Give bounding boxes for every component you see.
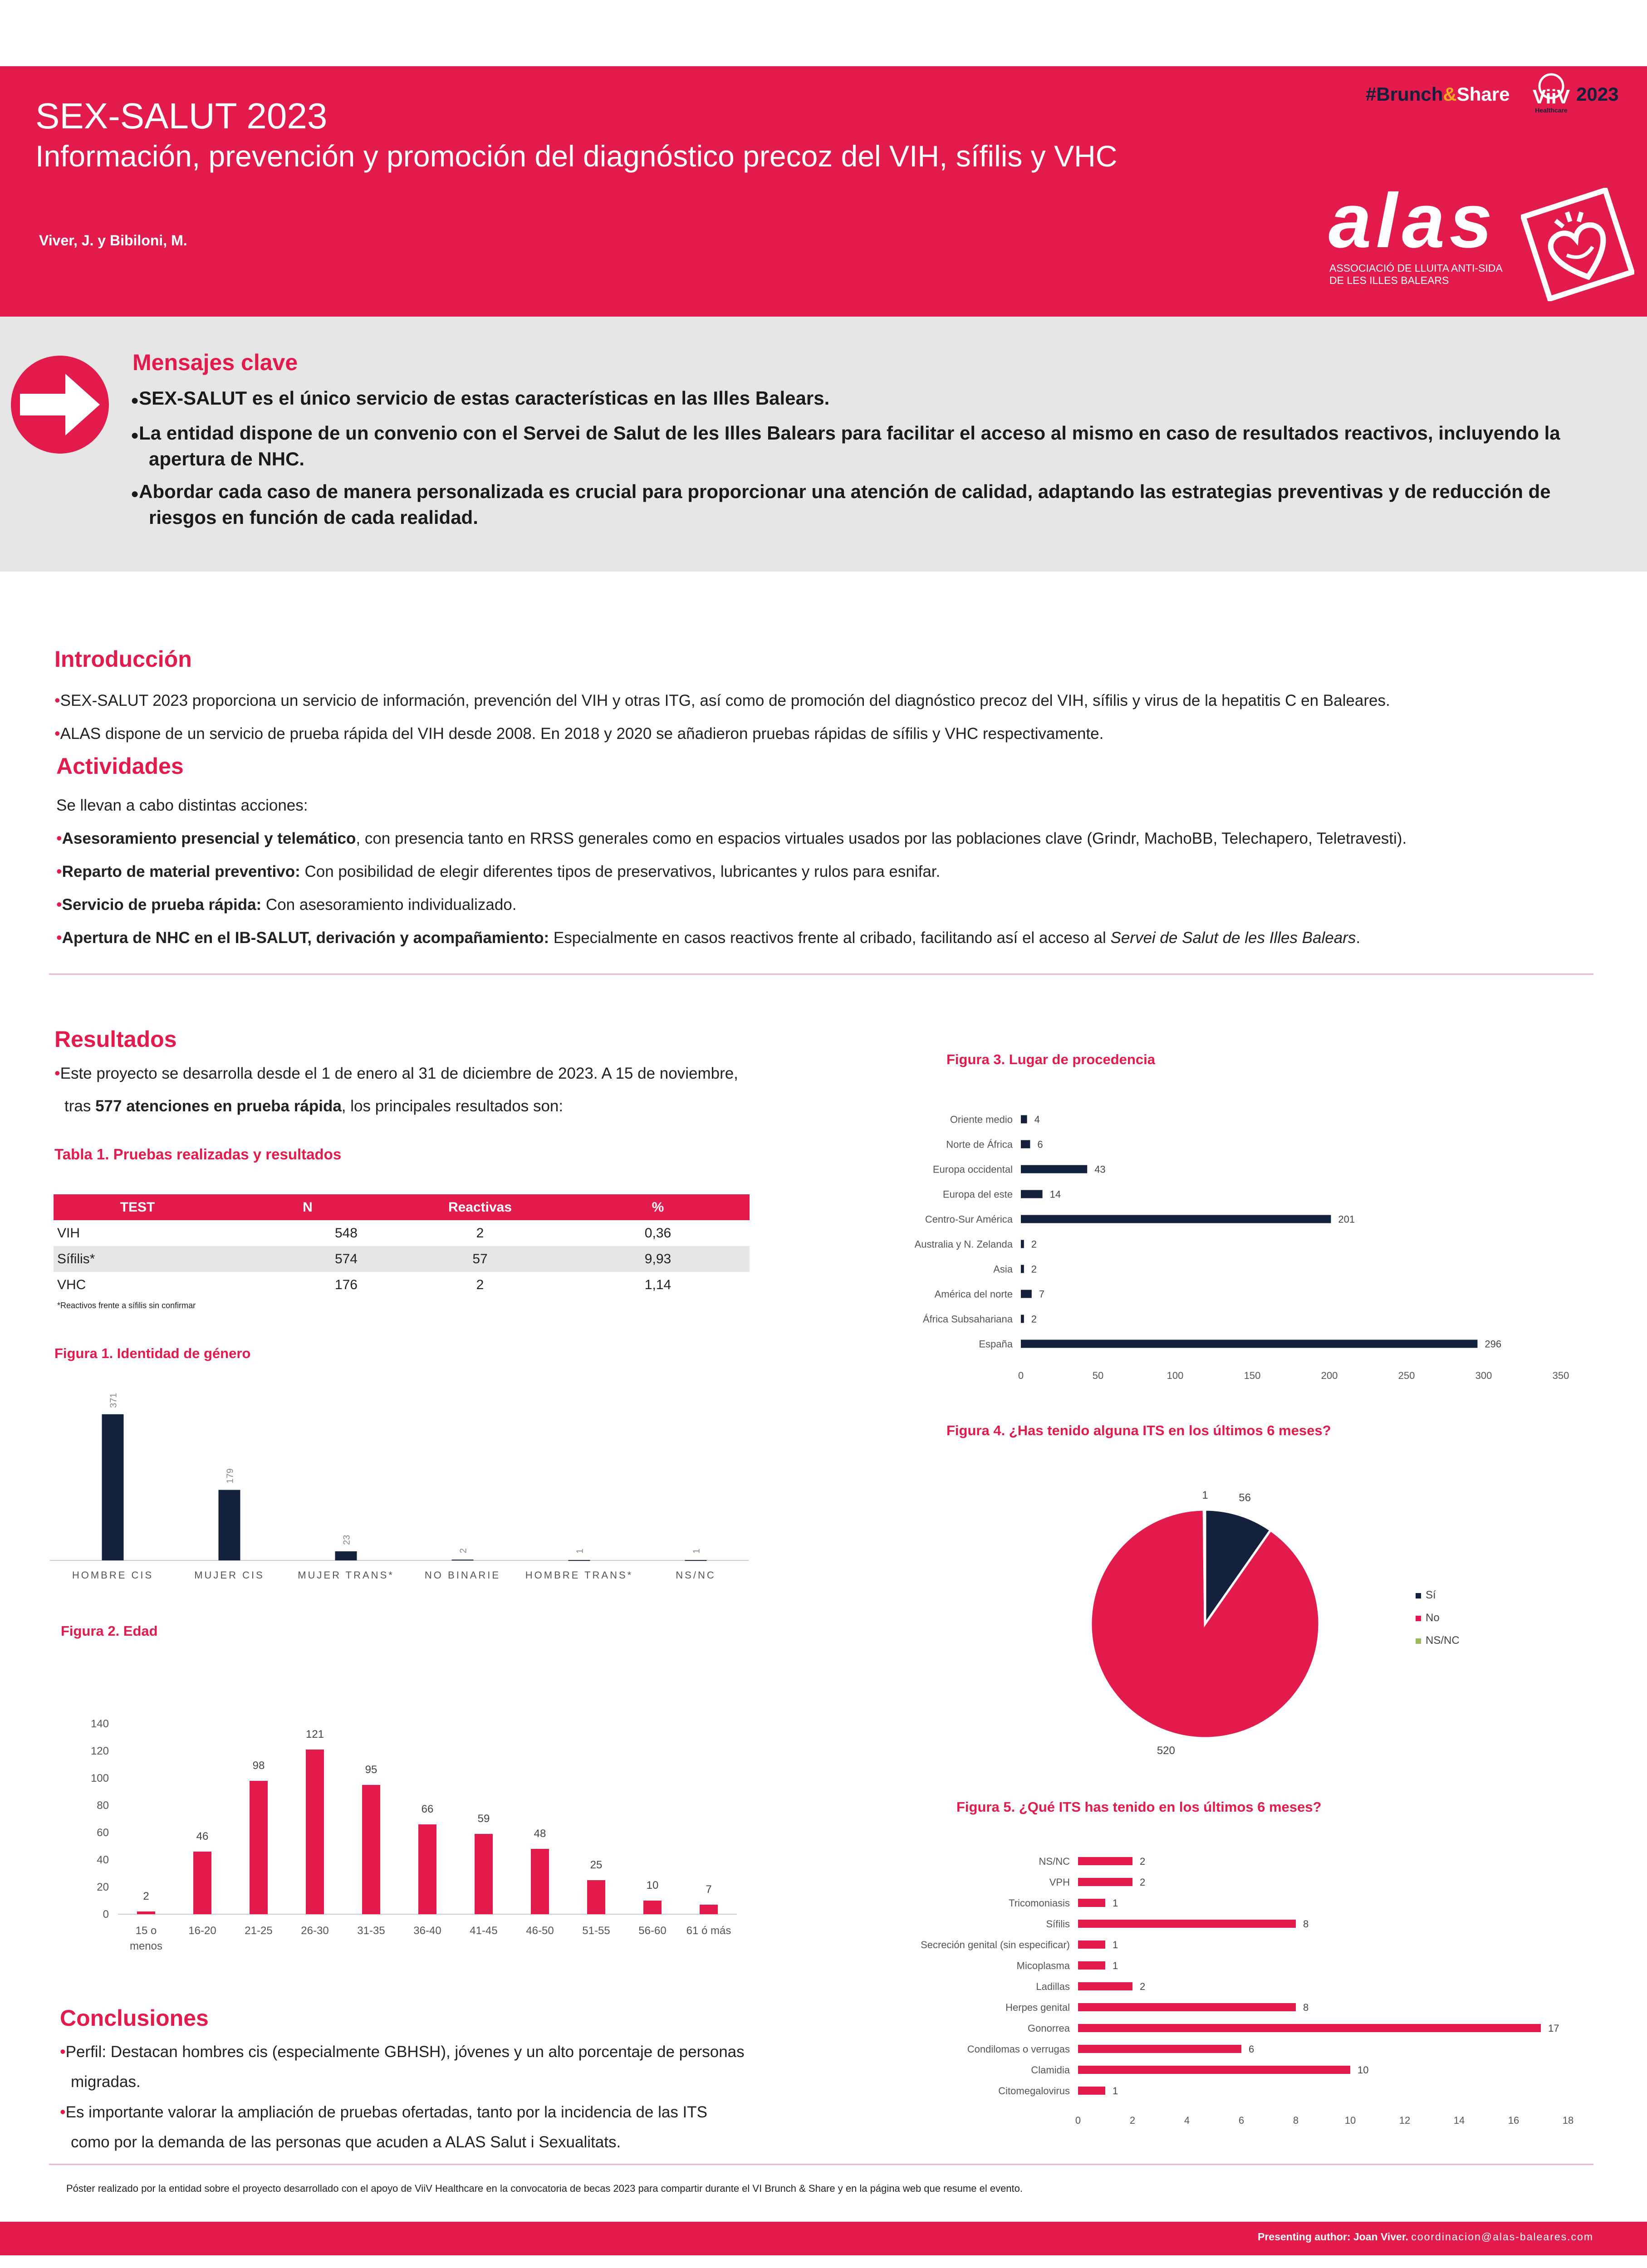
- key-messages-title: Mensajes clave: [132, 350, 298, 375]
- fig3-data-label: 201: [1338, 1213, 1355, 1225]
- fig2-y-tick: 60: [97, 1827, 109, 1839]
- footnote: Póster realizado por la entidad sobre el proyecto desarrollado con el apoyo de ViiV Healthcare en la convocatoria de becas 2023 para compartir durante el VI Brunch & Share y en la página web que resume el evento.: [66, 2183, 1023, 2194]
- results-line2-pre: tras: [64, 1097, 96, 1115]
- activity-end: .: [1356, 929, 1361, 947]
- fig2-y-tick: 20: [97, 1881, 109, 1893]
- fig2-y-tick: 140: [90, 1718, 109, 1730]
- activity-item: [56, 921, 1599, 954]
- fig1-bar: [335, 1551, 357, 1560]
- fig2-category-label: menos: [129, 1940, 163, 1952]
- fig5-x-tick: 4: [1184, 2115, 1190, 2126]
- fig3-x-tick: 0: [1018, 1370, 1024, 1381]
- fig5-category-label: Citomegalovirus: [998, 2085, 1070, 2097]
- activity-text: Especialmente en casos reactivos frente al cribado, facilitando así el acceso al: [549, 929, 1111, 947]
- fig2-chart: [68, 1706, 762, 1960]
- fig2-data-label: 59: [477, 1813, 490, 1825]
- key-messages-panel: [0, 317, 1647, 572]
- fig3-category-label: Centro-Sur América: [925, 1213, 1013, 1225]
- fig5-bar: [1078, 1961, 1105, 1970]
- fig5-data-label: 2: [1140, 1981, 1146, 1992]
- table-cell: VIH: [57, 1225, 80, 1241]
- authors: Viver, J. y Bibiloni, M.: [39, 232, 187, 249]
- poster-subtitle: Información, prevención y promoción del diagnóstico precoz del VIH, sífilis y VHC: [35, 139, 1118, 173]
- poster-footer: [0, 2222, 1647, 2255]
- fig1-bar: [452, 1559, 474, 1560]
- fig2-category-label: 56-60: [638, 1925, 667, 1937]
- viiv-year: 2023: [1576, 83, 1619, 105]
- fig3-chart: [889, 1107, 1588, 1397]
- fig3-x-tick: 200: [1321, 1370, 1338, 1381]
- fig5-category-label: Gonorrea: [1028, 2023, 1070, 2034]
- fig5-x-tick: 16: [1508, 2115, 1520, 2126]
- fig3-data-label: 296: [1485, 1338, 1502, 1350]
- table-header: N: [221, 1194, 394, 1220]
- fig3-bar: [1021, 1340, 1477, 1348]
- table-cell: 0,36: [644, 1225, 672, 1241]
- fig4-data-label: 56: [1239, 1491, 1251, 1504]
- fig5-category-label: Tricomoniasis: [1009, 1897, 1070, 1909]
- fig3-x-tick: 300: [1475, 1370, 1492, 1381]
- fig1-data-label: 371: [108, 1393, 119, 1408]
- fig5-data-label: 2: [1140, 1856, 1146, 1867]
- fig2-y-tick: 80: [97, 1799, 109, 1812]
- fig2-y-tick: 40: [97, 1854, 109, 1866]
- results-text: [54, 1057, 826, 1123]
- fig5-bar: [1078, 2024, 1541, 2032]
- fig1-category-label: NS/NC: [676, 1569, 716, 1581]
- table-cell: 574: [334, 1251, 358, 1266]
- fig1-category-label: HOMBRE TRANS*: [525, 1569, 633, 1581]
- fig5-x-tick: 0: [1075, 2115, 1081, 2126]
- fig5-data-label: 8: [1303, 2002, 1309, 2013]
- table1-note: *Reactivos frente a sífilis sin confirmar: [57, 1301, 196, 1310]
- fig3-data-label: 7: [1039, 1288, 1045, 1300]
- fig2-category-label: 15 o: [135, 1925, 157, 1937]
- fig5-category-label: Secreción genital (sin especificar): [921, 1939, 1070, 1950]
- fig5-data-label: 1: [1113, 2085, 1118, 2097]
- table-cell: Sífilis*: [57, 1251, 95, 1266]
- fig1-bar: [102, 1414, 124, 1560]
- table-header: Reactivas: [394, 1194, 566, 1220]
- fig5-category-label: Herpes genital: [1005, 2002, 1070, 2013]
- fig5-bar: [1078, 1878, 1132, 1886]
- fig3-data-label: 2: [1031, 1313, 1037, 1325]
- alas-heart-icon: [1521, 188, 1634, 301]
- fig3-data-label: 4: [1034, 1114, 1040, 1125]
- fig4-legend-swatch: [1416, 1593, 1421, 1598]
- fig4-legend-swatch: [1416, 1616, 1421, 1621]
- divider: [49, 973, 1593, 975]
- fig5-category-label: Micoplasma: [1016, 1960, 1070, 1971]
- table-row: [54, 1246, 750, 1272]
- fig2-category-label: 31-35: [357, 1925, 385, 1937]
- fig5-x-tick: 14: [1453, 2115, 1465, 2126]
- fig1-data-label: 1: [575, 1549, 585, 1554]
- fig5-x-tick: 18: [1562, 2115, 1574, 2126]
- hashtag-share: Share: [1456, 83, 1510, 105]
- fig1-data-label: 2: [458, 1548, 469, 1554]
- activity-bold: Servicio de prueba rápida:: [62, 896, 262, 914]
- fig5-category-label: VPH: [1049, 1877, 1070, 1888]
- fig3-bar: [1021, 1115, 1027, 1124]
- fig3-bar: [1021, 1290, 1032, 1298]
- fig5-bar: [1078, 1941, 1105, 1949]
- alas-logo-subtitle: [1329, 262, 1503, 287]
- results-line2-bold: 577 atenciones en prueba rápida: [95, 1097, 342, 1115]
- fig5-data-label: 1: [1113, 1939, 1118, 1950]
- activity-text: Con asesoramiento individualizado.: [261, 896, 517, 914]
- fig4-legend-swatch: [1416, 1638, 1421, 1644]
- fig4-title: Figura 4. ¿Has tenido alguna ITS en los últimos 6 meses?: [946, 1422, 1331, 1438]
- fig2-bar: [193, 1852, 211, 1914]
- fig3-category-label: Australia y N. Zelanda: [914, 1238, 1013, 1250]
- fig4-legend-label: NS/NC: [1426, 1634, 1460, 1647]
- results-table: [54, 1194, 750, 1298]
- fig2-bar: [362, 1785, 380, 1914]
- poster-header: [0, 66, 1647, 317]
- table-cell: 57: [472, 1251, 488, 1266]
- fig2-category-label: 61 ó más: [686, 1925, 731, 1937]
- fig4-legend-label: Sí: [1426, 1589, 1436, 1601]
- fig5-bar: [1078, 1857, 1132, 1865]
- conclusion-item-cont: migradas.: [71, 2073, 141, 2091]
- fig5-data-label: 2: [1140, 1877, 1146, 1888]
- fig5-category-label: Sífilis: [1046, 1918, 1070, 1930]
- fig5-data-label: 1: [1113, 1960, 1118, 1971]
- fig3-category-label: España: [979, 1338, 1013, 1350]
- table-cell: 548: [334, 1225, 358, 1241]
- fig2-bar: [531, 1849, 549, 1914]
- table-cell: 9,93: [644, 1251, 672, 1266]
- fig2-data-label: 7: [706, 1883, 712, 1896]
- fig2-y-tick: 0: [103, 1908, 109, 1921]
- alas-subtitle-line1: ASSOCIACIÓ DE LLUITA ANTI-SIDA: [1329, 262, 1503, 274]
- fig3-data-label: 2: [1031, 1263, 1037, 1275]
- fig5-category-label: Ladillas: [1036, 1981, 1070, 1992]
- conclusion-item-cont: como por la demanda de las personas que acuden a ALAS Salut i Sexualitats.: [71, 2133, 621, 2151]
- fig3-category-label: Europa occidental: [932, 1163, 1013, 1175]
- poster-title: SEX-SALUT 2023: [35, 96, 328, 136]
- activity-text: Con posibilidad de elegir diferentes tipos de preservativos, lubricantes y rulos para esnifar.: [300, 863, 941, 880]
- table-header: %: [566, 1194, 750, 1220]
- viiv-logo: [1526, 71, 1576, 114]
- activity-bold: Apertura de NHC en el IB-SALUT, derivación y acompañamiento:: [62, 929, 549, 947]
- fig2-data-label: 46: [196, 1830, 209, 1843]
- fig2-bar: [475, 1834, 493, 1914]
- results-line1: • Este proyecto se desarrolla desde el 1 de enero al 31 de diciembre de 2023. A 15 de noviembre,: [54, 1057, 826, 1090]
- fig1-data-label: 23: [342, 1535, 352, 1545]
- fig2-bar: [418, 1824, 436, 1914]
- fig3-x-tick: 250: [1398, 1370, 1415, 1381]
- activity-bold: Asesoramiento presencial y telemático: [62, 830, 356, 847]
- fig5-x-tick: 2: [1129, 2115, 1136, 2126]
- fig3-category-label: América del norte: [934, 1288, 1013, 1300]
- conclusion-item: • Perfil: Destacan hombres cis (especialmente GBHSH), jóvenes y un alto porcentaje de personas: [60, 2037, 831, 2067]
- table-cell: 2: [476, 1225, 484, 1241]
- fig5-category-label: Condilomas o verrugas: [967, 2043, 1070, 2055]
- alas-subtitle-line2: DE LES ILLES BALEARS: [1329, 274, 1449, 286]
- fig5-bar: [1078, 1920, 1296, 1928]
- conclusions-title: Conclusiones: [60, 2005, 209, 2031]
- conclusion-item: • Es importante valorar la ampliación de pruebas ofertadas, tanto por la incidencia de las ITS: [60, 2097, 831, 2127]
- fig2-bar: [250, 1781, 268, 1914]
- table1-title: Tabla 1. Pruebas realizadas y resultados: [54, 1146, 342, 1163]
- svg-text:Healthcare: Healthcare: [1535, 107, 1568, 114]
- conclusions-list: [60, 2037, 831, 2157]
- table-cell: 2: [476, 1277, 484, 1292]
- fig5-bar: [1078, 1899, 1105, 1907]
- fig2-category-label: 41-45: [470, 1925, 498, 1937]
- fig2-y-tick: 120: [90, 1745, 109, 1757]
- divider: [49, 2164, 1593, 2165]
- fig3-category-label: Asia: [993, 1263, 1013, 1275]
- fig2-category-label: 51-55: [582, 1925, 610, 1937]
- activities-lead: Se llevan a cabo distintas acciones:: [56, 797, 308, 814]
- table-row: [54, 1220, 750, 1246]
- fig2-bar: [137, 1911, 155, 1914]
- fig3-x-tick: 100: [1167, 1370, 1184, 1381]
- fig1-bar: [685, 1560, 707, 1561]
- activity-item: [56, 888, 1599, 921]
- intro-item: • SEX-SALUT 2023 proporciona un servicio de información, prevención del VIH y otras ITG, así como de promoción del diagnóstico precoz del VIH, sífilis y virus de la hepatitis C en Baleares.: [54, 684, 1597, 717]
- fig3-title: Figura 3. Lugar de procedencia: [946, 1051, 1155, 1067]
- fig2-bar: [306, 1750, 324, 1914]
- activity-italic: Servei de Salut de les Illes Balears: [1110, 929, 1356, 947]
- fig5-bar: [1078, 2045, 1241, 2053]
- fig3-data-label: 14: [1049, 1188, 1061, 1200]
- fig4-slice: [1204, 1510, 1205, 1624]
- fig1-bar: [569, 1560, 590, 1561]
- key-message-item: ● SEX-SALUT es el único servicio de estas características en las Illes Balears.: [131, 386, 1583, 412]
- activities-title: Actividades: [56, 753, 184, 779]
- brunch-share-hashtag: [1366, 83, 1510, 105]
- key-message-item: ● La entidad dispone de un convenio con el Servei de Salut de les Illes Balears para facilitar el acceso al mismo en caso de resultados reactivos, incluyendo la apertura de NHC.: [131, 421, 1583, 471]
- fig2-data-label: 98: [252, 1760, 265, 1772]
- fig2-category-label: 16-20: [188, 1925, 216, 1937]
- fig5-bar: [1078, 2003, 1296, 2011]
- fig1-chart: [50, 1379, 758, 1597]
- hashtag-amp: &: [1443, 83, 1457, 105]
- fig3-data-label: 43: [1094, 1163, 1106, 1175]
- presenting-author-email: coordinacion@alas-baleares.com: [1411, 2231, 1593, 2243]
- fig3-bar: [1021, 1240, 1024, 1248]
- fig2-category-label: 36-40: [413, 1925, 441, 1937]
- fig1-data-label: 1: [691, 1549, 702, 1554]
- fig1-title: Figura 1. Identidad de género: [54, 1345, 251, 1361]
- fig5-bar: [1078, 1982, 1132, 1990]
- fig5-data-label: 6: [1249, 2043, 1255, 2055]
- fig5-x-tick: 10: [1344, 2115, 1356, 2126]
- fig1-category-label: NO BINARIE: [424, 1569, 501, 1581]
- results-title: Resultados: [54, 1026, 177, 1052]
- fig2-data-label: 121: [305, 1728, 324, 1740]
- fig4-data-label: 1: [1202, 1489, 1208, 1501]
- intro-list: [54, 684, 1597, 750]
- fig2-bar: [700, 1905, 718, 1914]
- fig3-bar: [1021, 1140, 1030, 1149]
- fig2-category-label: 21-25: [245, 1925, 273, 1937]
- fig2-bar: [587, 1880, 605, 1914]
- intro-title: Introducción: [54, 646, 192, 672]
- fig3-x-tick: 350: [1552, 1370, 1569, 1381]
- fig2-category-label: 26-30: [301, 1925, 329, 1937]
- fig2-data-label: 66: [421, 1803, 434, 1815]
- fig3-bar: [1021, 1190, 1043, 1198]
- fig3-data-label: 6: [1037, 1139, 1043, 1150]
- activities-list: [56, 789, 1599, 954]
- fig5-data-label: 8: [1303, 1918, 1309, 1930]
- fig4-legend-label: No: [1426, 1612, 1440, 1624]
- fig5-bar: [1078, 2066, 1350, 2074]
- fig1-bar: [219, 1490, 240, 1560]
- svg-text:ViiV: ViiV: [1532, 86, 1570, 108]
- fig2-data-label: 95: [365, 1764, 377, 1776]
- fig3-bar: [1021, 1315, 1024, 1323]
- activity-item: [56, 855, 1599, 888]
- fig3-bar: [1021, 1165, 1087, 1173]
- fig3-category-label: África Subsahariana: [922, 1313, 1013, 1325]
- fig2-data-label: 48: [534, 1828, 546, 1840]
- fig2-data-label: 25: [590, 1859, 603, 1871]
- fig3-bar: [1021, 1265, 1024, 1273]
- activity-text: , con presencia tanto en RRSS generales como en espacios virtuales usados por las poblaciones clave (Grindr, MachoBB, Telechapero, Teletravesti).: [356, 830, 1407, 847]
- key-message-item: ● Abordar cada caso de manera personalizada es crucial para proporcionar una atención de calidad, adaptando las estrategias preventivas y de reducción de riesgos en función de cada realidad.: [131, 480, 1583, 529]
- fig5-bar: [1078, 2087, 1105, 2095]
- results-line2-post: , los principales resultados son:: [341, 1097, 564, 1115]
- results-line2: [54, 1090, 826, 1123]
- fig5-x-tick: 6: [1238, 2115, 1245, 2126]
- table-cell: VHC: [57, 1277, 86, 1292]
- activity-bold: Reparto de material preventivo:: [62, 863, 300, 880]
- fig2-data-label: 2: [143, 1890, 149, 1902]
- arrow-right-icon: [11, 356, 109, 454]
- fig5-data-label: 1: [1113, 1897, 1118, 1909]
- fig5-x-tick: 8: [1293, 2115, 1299, 2126]
- table-header-row: [54, 1194, 750, 1220]
- table-cell: 176: [334, 1277, 358, 1292]
- alas-logo-text: alas: [1328, 178, 1497, 264]
- hashtag-brunch: Brunch: [1376, 83, 1443, 105]
- table-row: [54, 1272, 750, 1298]
- fig3-category-label: Norte de África: [946, 1139, 1013, 1150]
- fig3-bar: [1021, 1215, 1331, 1223]
- hashtag-hash: #: [1366, 83, 1377, 105]
- table-header: TEST: [54, 1194, 221, 1220]
- fig2-data-label: 10: [646, 1879, 659, 1892]
- fig3-x-tick: 150: [1244, 1370, 1261, 1381]
- presenting-author: [1258, 2231, 1593, 2243]
- key-messages-list: [131, 386, 1583, 538]
- fig5-title: Figura 5. ¿Qué ITS has tenido en los últimos 6 meses?: [956, 1799, 1322, 1815]
- fig1-category-label: MUJER CIS: [194, 1569, 265, 1581]
- fig4-chart: [1044, 1479, 1497, 1769]
- activity-item: [56, 822, 1599, 855]
- fig2-category-label: 46-50: [526, 1925, 554, 1937]
- fig5-data-label: 17: [1548, 2023, 1559, 2034]
- table-cell: 1,14: [644, 1277, 672, 1292]
- fig3-category-label: Oriente medio: [950, 1114, 1013, 1125]
- fig5-x-tick: 12: [1399, 2115, 1411, 2126]
- fig1-category-label: HOMBRE CIS: [72, 1569, 154, 1581]
- fig2-bar: [643, 1901, 662, 1914]
- fig2-title: Figura 2. Edad: [61, 1623, 158, 1639]
- fig2-y-tick: 100: [90, 1772, 109, 1784]
- fig5-category-label: NS/NC: [1039, 1856, 1070, 1867]
- fig3-data-label: 2: [1031, 1238, 1037, 1250]
- fig1-data-label: 179: [225, 1468, 235, 1484]
- fig5-category-label: Clamidia: [1031, 2064, 1070, 2076]
- fig3-category-label: Europa del este: [942, 1188, 1013, 1200]
- fig5-chart: [889, 1851, 1588, 2141]
- presenting-author-label: Presenting author: Joan Viver.: [1258, 2231, 1408, 2243]
- fig3-x-tick: 50: [1092, 1370, 1104, 1381]
- fig5-data-label: 10: [1358, 2064, 1369, 2076]
- fig1-category-label: MUJER TRANS*: [298, 1569, 394, 1581]
- fig4-data-label: 520: [1157, 1745, 1175, 1757]
- intro-item: • ALAS dispone de un servicio de prueba rápida del VIH desde 2008. En 2018 y 2020 se añadieron pruebas rápidas de sífilis y VHC respectivamente.: [54, 717, 1597, 750]
